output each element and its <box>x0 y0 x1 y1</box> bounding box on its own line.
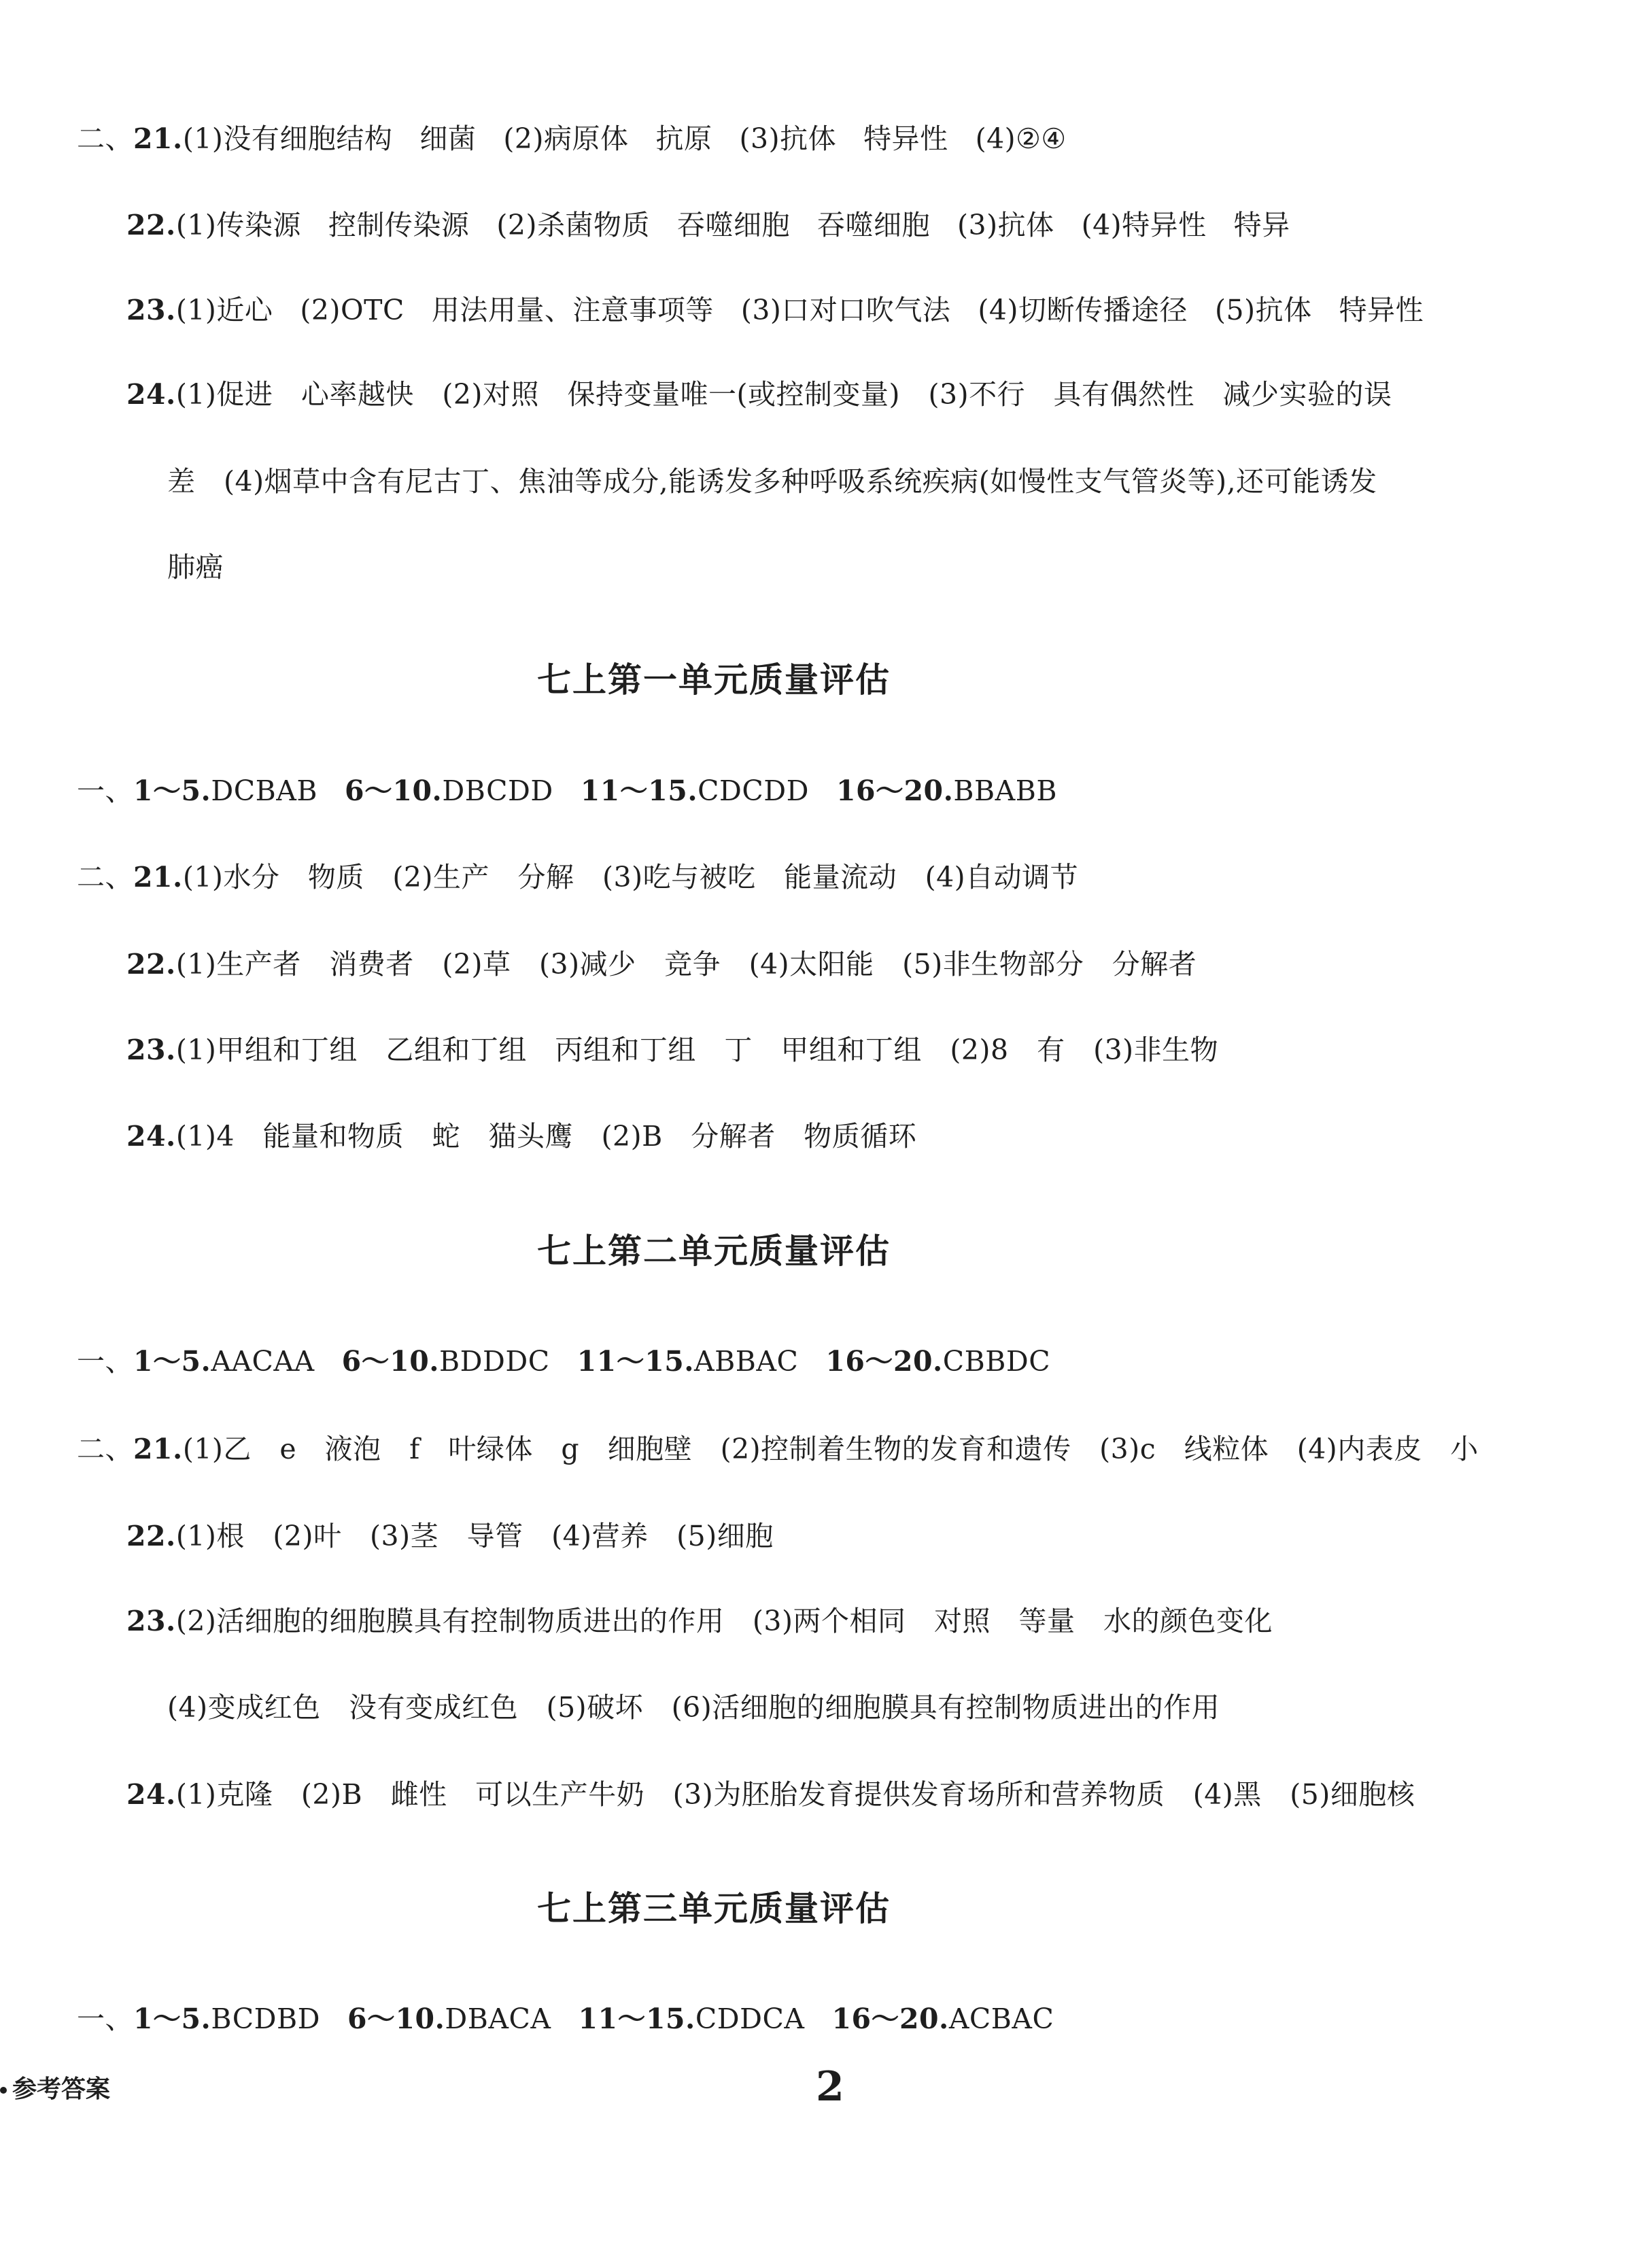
answer-line-b0-q24-2: 差 (4)烟草中含有尼古丁、焦油等成分,能诱发多种呼吸系统疾病(如慢性支气管炎等),还可能诱发 <box>167 465 1377 498</box>
answer-line-u2-q22: 22.(1)根 (2)叶 (3)茎 导管 (4)营养 (5)细胞 <box>126 1520 774 1552</box>
answer-line-u3-mc: 一、1～5.BCDBD 6～10.DBACA 11～15.CDDCA 16～20.ACBAC <box>77 2003 1054 2035</box>
answer-line-b0-q21: 二、21.(1)没有细胞结构 细菌 (2)病原体 抗原 (3)抗体 特异性 (4)②④ <box>77 122 1067 155</box>
answer-line-u1-q21: 二、21.(1)水分 物质 (2)生产 分解 (3)吃与被吃 能量流动 (4)自动调节 <box>77 861 1079 893</box>
section-title-unit3: 七上第三单元质量评估 <box>537 1889 891 1928</box>
answer-line-u2-q23-1: 23.(2)活细胞的细胞膜具有控制物质进出的作用 (3)两个相同 对照 等量 水的颜色变化 <box>126 1605 1273 1637</box>
answer-line-u1-q23: 23.(1)甲组和丁组 乙组和丁组 丙组和丁组 丁 甲组和丁组 (2)8 有 (3)非生物 <box>126 1034 1219 1066</box>
section-title-unit2: 七上第二单元质量评估 <box>537 1231 891 1271</box>
bullet-icon <box>0 2087 7 2094</box>
answer-line-u2-mc: 一、1～5.AACAA 6～10.BDDDC 11～15.ABBAC 16～20.CBBDC <box>77 1345 1051 1378</box>
answer-line-b0-q23: 23.(1)近心 (2)OTC 用法用量、注意事项等 (3)口对口吹气法 (4)切断传播途径 (5)抗体 特异性 <box>126 294 1424 326</box>
answer-line-u2-q23-2: (4)变成红色 没有变成红色 (5)破坏 (6)活细胞的细胞膜具有控制物质进出的作用 <box>167 1691 1220 1724</box>
footer-label: 参考答案 <box>0 2073 110 2107</box>
answer-line-u1-mc: 一、1～5.DCBAB 6～10.DBCDD 11～15.CDCDD 16～20.BBABB <box>77 774 1057 807</box>
answer-line-u1-q24: 24.(1)4 能量和物质 蛇 猫头鹰 (2)B 分解者 物质循环 <box>126 1120 917 1153</box>
answer-line-u2-q21: 二、21.(1)乙 e 液泡 f 叶绿体 g 细胞壁 (2)控制着生物的发育和遗传 (3)c 线粒体 (4)内表皮 小 <box>77 1433 1479 1465</box>
answer-line-u2-q24: 24.(1)克隆 (2)B 雌性 可以生产牛奶 (3)为胚胎发育提供发育场所和营养物质 (4)黑 (5)细胞核 <box>126 1778 1415 1811</box>
answer-line-u1-q22: 22.(1)生产者 消费者 (2)草 (3)减少 竞争 (4)太阳能 (5)非生物部分 分解者 <box>126 948 1197 981</box>
answer-line-b0-q24-3: 肺癌 <box>167 551 224 583</box>
section-title-unit1: 七上第一单元质量评估 <box>537 660 891 700</box>
answer-line-b0-q22: 22.(1)传染源 控制传染源 (2)杀菌物质 吞噬细胞 吞噬细胞 (3)抗体 (4)特异性 特异 <box>126 209 1290 241</box>
answer-line-b0-q24-1: 24.(1)促进 心率越快 (2)对照 保持变量唯一(或控制变量) (3)不行 具有偶然性 减少实验的误 <box>126 378 1392 411</box>
page-number: 2 <box>816 2063 844 2111</box>
